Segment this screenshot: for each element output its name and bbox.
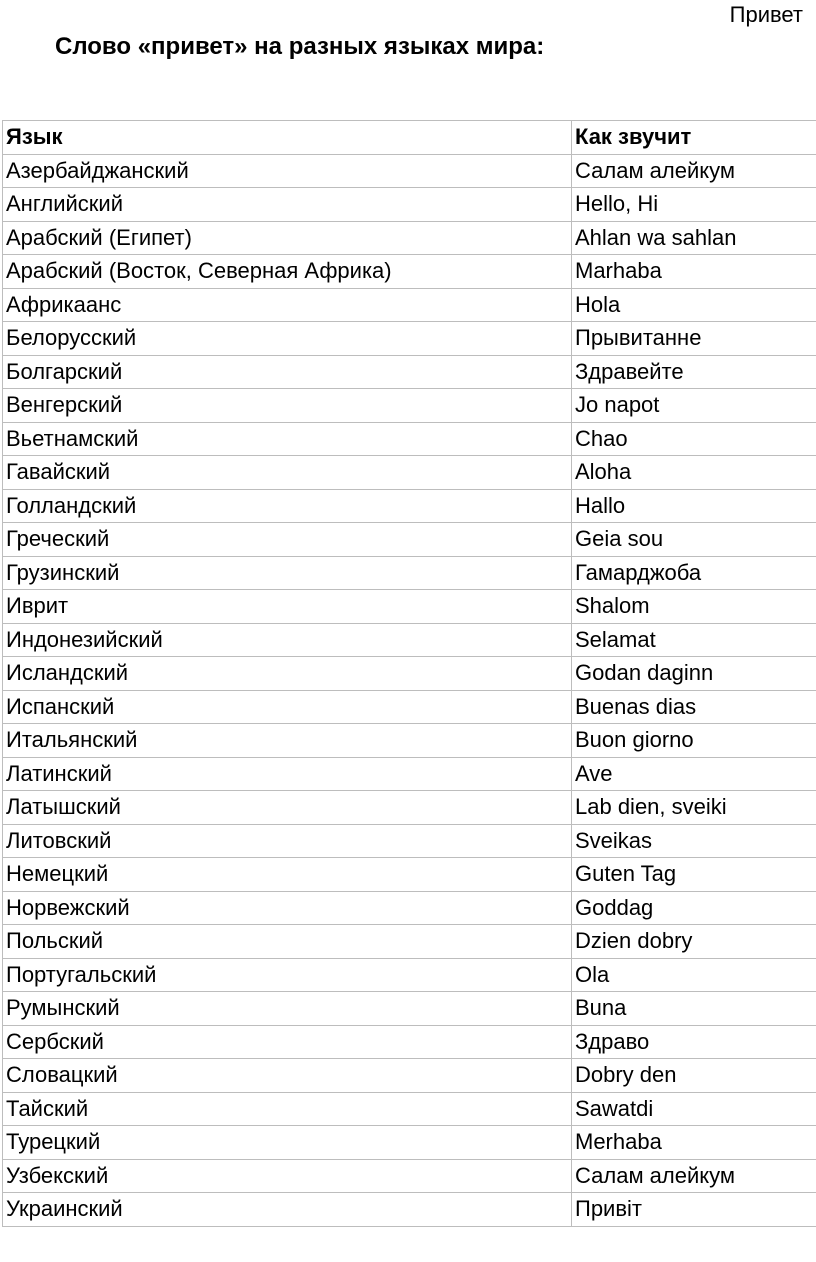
header-pronunciation: Как звучит xyxy=(572,121,816,155)
greeting-cell: Привіт xyxy=(572,1193,816,1227)
table-row xyxy=(3,724,816,758)
greeting-cell: Ave xyxy=(572,757,816,791)
language-cell: Словацкий xyxy=(3,1059,572,1093)
language-cell: Норвежский xyxy=(3,891,572,925)
greeting-cell: Hello, Hi xyxy=(572,188,816,222)
language-cell: Румынский xyxy=(3,992,572,1026)
language-cell: Тайский xyxy=(3,1092,572,1126)
language-cell: Азербайджанский xyxy=(3,154,572,188)
table-row xyxy=(3,154,816,188)
table-header xyxy=(3,121,816,155)
table-row xyxy=(3,489,816,523)
table-row xyxy=(3,925,816,959)
table-row xyxy=(3,1092,816,1126)
table-row xyxy=(3,791,816,825)
greeting-cell: Buenas dias xyxy=(572,690,816,724)
language-cell: Белорусский xyxy=(3,322,572,356)
language-cell: Вьетнамский xyxy=(3,422,572,456)
language-cell: Узбекский xyxy=(3,1159,572,1193)
language-cell: Болгарский xyxy=(3,355,572,389)
greeting-cell: Geia sou xyxy=(572,523,816,557)
language-cell: Арабский (Египет) xyxy=(3,221,572,255)
table-row xyxy=(3,757,816,791)
header-language: Язык xyxy=(3,121,572,155)
table-row xyxy=(3,1025,816,1059)
table-row xyxy=(3,456,816,490)
table-row xyxy=(3,389,816,423)
language-cell: Венгерский xyxy=(3,389,572,423)
language-cell: Литовский xyxy=(3,824,572,858)
table-row xyxy=(3,255,816,289)
greeting-cell: Dzien dobry xyxy=(572,925,816,959)
language-cell: Иврит xyxy=(3,590,572,624)
greeting-cell: Chao xyxy=(572,422,816,456)
greeting-cell: Hola xyxy=(572,288,816,322)
table-body xyxy=(3,154,816,1226)
table-row xyxy=(3,891,816,925)
greeting-cell: Салам алейкум xyxy=(572,154,816,188)
greeting-cell: Selamat xyxy=(572,623,816,657)
language-cell: Итальянский xyxy=(3,724,572,758)
greeting-cell: Ola xyxy=(572,958,816,992)
table-row xyxy=(3,824,816,858)
table-row xyxy=(3,1193,816,1227)
table-row xyxy=(3,1159,816,1193)
language-cell: Английский xyxy=(3,188,572,222)
greeting-cell: Jo napot xyxy=(572,389,816,423)
language-cell: Африкаанс xyxy=(3,288,572,322)
language-cell: Украинский xyxy=(3,1193,572,1227)
page-title: Слово «привет» на разных языках мира: xyxy=(55,33,545,60)
greeting-cell: Goddag xyxy=(572,891,816,925)
table-row xyxy=(3,221,816,255)
greeting-cell: Lab dien, sveiki xyxy=(572,791,816,825)
table-row xyxy=(3,322,816,356)
language-cell: Турецкий xyxy=(3,1126,572,1160)
language-cell: Латинский xyxy=(3,757,572,791)
language-cell: Сербский xyxy=(3,1025,572,1059)
greeting-cell: Sveikas xyxy=(572,824,816,858)
greeting-cell: Marhaba xyxy=(572,255,816,289)
greeting-cell: Shalom xyxy=(572,590,816,624)
greeting-cell: Dobry den xyxy=(572,1059,816,1093)
greeting-cell: Buna xyxy=(572,992,816,1026)
table-row xyxy=(3,858,816,892)
language-cell: Грузинский xyxy=(3,556,572,590)
greeting-cell: Прывитанне xyxy=(572,322,816,356)
greeting-cell: Aloha xyxy=(572,456,816,490)
table-row xyxy=(3,1059,816,1093)
language-cell: Индонезийский xyxy=(3,623,572,657)
language-cell: Исландский xyxy=(3,657,572,691)
greeting-cell: Гамарджоба xyxy=(572,556,816,590)
language-cell: Голландский xyxy=(3,489,572,523)
language-cell: Гавайский xyxy=(3,456,572,490)
greetings-table xyxy=(2,120,816,1227)
greeting-cell: Buon giorno xyxy=(572,724,816,758)
table-row xyxy=(3,958,816,992)
greeting-cell: Ahlan wa sahlan xyxy=(572,221,816,255)
greeting-cell: Hallo xyxy=(572,489,816,523)
table-row xyxy=(3,523,816,557)
greeting-cell: Godan daginn xyxy=(572,657,816,691)
corner-label: Привет xyxy=(729,2,803,27)
table-row xyxy=(3,422,816,456)
table-row xyxy=(3,288,816,322)
language-cell: Немецкий xyxy=(3,858,572,892)
greeting-cell: Здраво xyxy=(572,1025,816,1059)
table-row xyxy=(3,1126,816,1160)
table-row xyxy=(3,355,816,389)
language-cell: Арабский (Восток, Северная Африка) xyxy=(3,255,572,289)
table-row xyxy=(3,590,816,624)
language-cell: Португальский xyxy=(3,958,572,992)
table-row xyxy=(3,188,816,222)
table-row xyxy=(3,623,816,657)
language-cell: Польский xyxy=(3,925,572,959)
greeting-cell: Здравейте xyxy=(572,355,816,389)
greeting-cell: Guten Tag xyxy=(572,858,816,892)
greeting-cell: Салам алейкум xyxy=(572,1159,816,1193)
table-row xyxy=(3,992,816,1026)
language-cell: Греческий xyxy=(3,523,572,557)
greeting-cell: Sawatdi xyxy=(572,1092,816,1126)
greeting-cell: Merhaba xyxy=(572,1126,816,1160)
language-cell: Испанский xyxy=(3,690,572,724)
table-header-row xyxy=(3,121,816,155)
language-cell: Латышский xyxy=(3,791,572,825)
table-row xyxy=(3,657,816,691)
table-row xyxy=(3,690,816,724)
table-row xyxy=(3,556,816,590)
